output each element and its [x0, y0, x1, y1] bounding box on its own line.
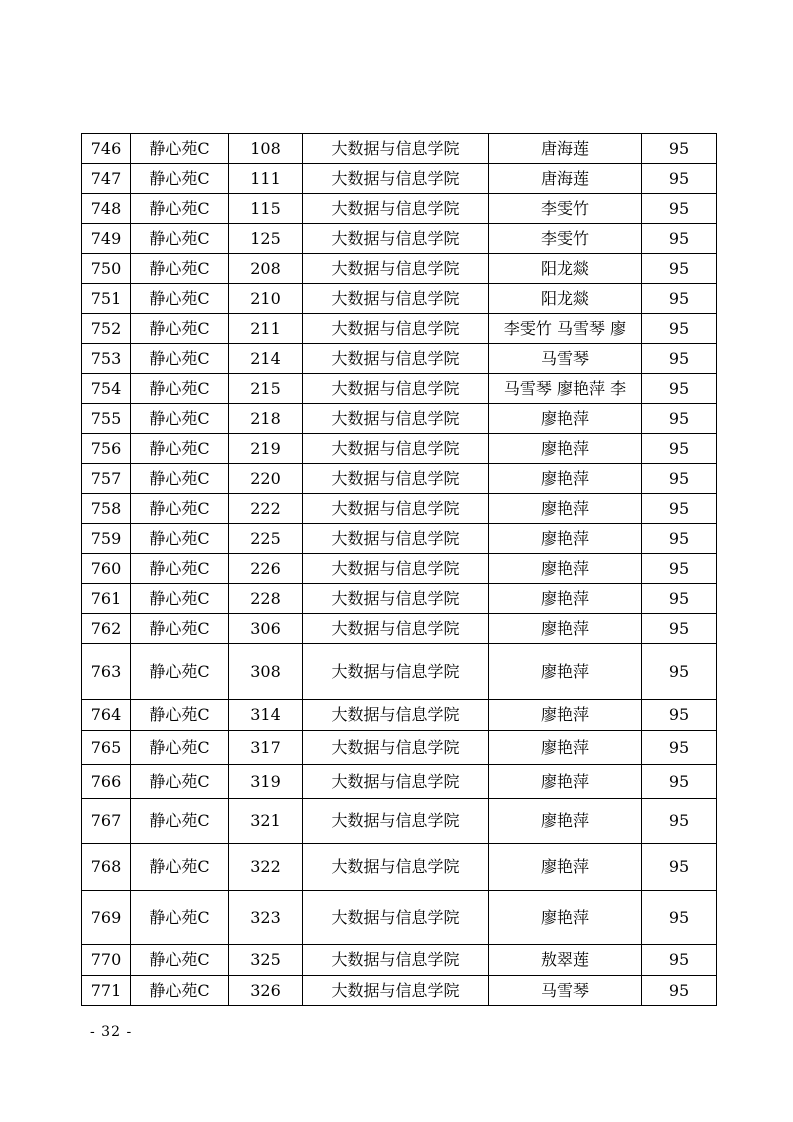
cell-room: 321: [229, 799, 303, 844]
cell-score: 95: [642, 134, 717, 164]
cell-building: 静心苑C: [131, 644, 229, 700]
table-row: [82, 224, 717, 254]
cell-college: 大数据与信息学院: [303, 614, 489, 644]
cell-college: 大数据与信息学院: [303, 524, 489, 554]
cell-room: 125: [229, 224, 303, 254]
cell-building: 静心苑C: [131, 404, 229, 434]
cell-college: 大数据与信息学院: [303, 584, 489, 614]
cell-college: 大数据与信息学院: [303, 554, 489, 584]
cell-college: 大数据与信息学院: [303, 976, 489, 1006]
cell-advisor: 李雯竹: [489, 194, 642, 224]
cell-college: 大数据与信息学院: [303, 644, 489, 700]
cell-advisor: [489, 314, 642, 344]
cell-score: 95: [642, 224, 717, 254]
cell-advisor: 廖艳萍: [489, 584, 642, 614]
cell-score: 95: [642, 464, 717, 494]
cell-advisor: 廖艳萍: [489, 464, 642, 494]
cell-no: 756: [82, 434, 131, 464]
cell-college: 大数据与信息学院: [303, 254, 489, 284]
cell-college: 大数据与信息学院: [303, 945, 489, 976]
cell-advisor: 廖艳萍: [489, 799, 642, 844]
cell-room: 215: [229, 374, 303, 404]
cell-score: 95: [642, 945, 717, 976]
cell-room: 208: [229, 254, 303, 284]
cell-advisor: 廖艳萍: [489, 700, 642, 731]
cell-no: 771: [82, 976, 131, 1006]
cell-no: 764: [82, 700, 131, 731]
cell-room: 325: [229, 945, 303, 976]
cell-college: 大数据与信息学院: [303, 731, 489, 765]
cell-advisor: 廖艳萍: [489, 404, 642, 434]
cell-score: 95: [642, 700, 717, 731]
cell-college: 大数据与信息学院: [303, 494, 489, 524]
cell-advisor: 唐海莲: [489, 164, 642, 194]
cell-building: 静心苑C: [131, 254, 229, 284]
cell-college: 大数据与信息学院: [303, 134, 489, 164]
table-row: [82, 644, 717, 700]
cell-room: 322: [229, 844, 303, 891]
cell-score: 95: [642, 284, 717, 314]
table-row: [82, 284, 717, 314]
cell-advisor: 廖艳萍: [489, 614, 642, 644]
cell-college: 大数据与信息学院: [303, 844, 489, 891]
cell-room: 306: [229, 614, 303, 644]
cell-room: 314: [229, 700, 303, 731]
cell-building: 静心苑C: [131, 891, 229, 945]
cell-building: 静心苑C: [131, 164, 229, 194]
table-row: [82, 434, 717, 464]
cell-room: 228: [229, 584, 303, 614]
cell-college: 大数据与信息学院: [303, 224, 489, 254]
advisor-text: 马雪琴 廖艳萍 李: [503, 379, 627, 398]
table-row: [82, 524, 717, 554]
cell-no: 754: [82, 374, 131, 404]
cell-room: 214: [229, 344, 303, 374]
cell-score: 95: [642, 374, 717, 404]
table-row: [82, 164, 717, 194]
cell-college: 大数据与信息学院: [303, 434, 489, 464]
cell-no: 768: [82, 844, 131, 891]
table-row: [82, 584, 717, 614]
table-row: [82, 134, 717, 164]
cell-room: 218: [229, 404, 303, 434]
cell-building: 静心苑C: [131, 494, 229, 524]
cell-building: 静心苑C: [131, 434, 229, 464]
records-body: [82, 134, 717, 1006]
cell-score: 95: [642, 765, 717, 799]
cell-advisor: 马雪琴: [489, 344, 642, 374]
cell-building: 静心苑C: [131, 614, 229, 644]
cell-building: 静心苑C: [131, 945, 229, 976]
table-row: [82, 494, 717, 524]
cell-college: 大数据与信息学院: [303, 374, 489, 404]
cell-no: 765: [82, 731, 131, 765]
cell-building: 静心苑C: [131, 584, 229, 614]
cell-building: 静心苑C: [131, 731, 229, 765]
cell-college: 大数据与信息学院: [303, 164, 489, 194]
cell-no: 762: [82, 614, 131, 644]
cell-score: 95: [642, 844, 717, 891]
cell-building: 静心苑C: [131, 554, 229, 584]
cell-room: 323: [229, 891, 303, 945]
cell-advisor: 廖艳萍: [489, 524, 642, 554]
table-row: [82, 731, 717, 765]
cell-no: 763: [82, 644, 131, 700]
cell-no: 757: [82, 464, 131, 494]
cell-no: 750: [82, 254, 131, 284]
cell-room: 210: [229, 284, 303, 314]
table-row: [82, 765, 717, 799]
page-number: - 32 -: [90, 1024, 133, 1040]
cell-no: 753: [82, 344, 131, 374]
cell-room: 111: [229, 164, 303, 194]
table-row: [82, 344, 717, 374]
cell-building: 静心苑C: [131, 799, 229, 844]
cell-building: 静心苑C: [131, 374, 229, 404]
cell-room: 308: [229, 644, 303, 700]
cell-advisor: 唐海莲: [489, 134, 642, 164]
cell-college: 大数据与信息学院: [303, 799, 489, 844]
cell-college: 大数据与信息学院: [303, 194, 489, 224]
cell-score: 95: [642, 344, 717, 374]
table-row: [82, 194, 717, 224]
cell-college: 大数据与信息学院: [303, 700, 489, 731]
cell-building: 静心苑C: [131, 284, 229, 314]
cell-building: 静心苑C: [131, 314, 229, 344]
cell-no: 767: [82, 799, 131, 844]
cell-score: 95: [642, 434, 717, 464]
cell-building: 静心苑C: [131, 224, 229, 254]
table-row: [82, 554, 717, 584]
cell-room: 225: [229, 524, 303, 554]
cell-building: 静心苑C: [131, 464, 229, 494]
cell-building: 静心苑C: [131, 344, 229, 374]
cell-no: 766: [82, 765, 131, 799]
cell-college: 大数据与信息学院: [303, 464, 489, 494]
cell-no: 749: [82, 224, 131, 254]
cell-score: 95: [642, 554, 717, 584]
cell-no: 758: [82, 494, 131, 524]
records-table: [81, 133, 717, 1006]
cell-no: 751: [82, 284, 131, 314]
cell-no: 760: [82, 554, 131, 584]
cell-score: 95: [642, 164, 717, 194]
cell-college: 大数据与信息学院: [303, 344, 489, 374]
cell-college: 大数据与信息学院: [303, 765, 489, 799]
cell-room: 219: [229, 434, 303, 464]
cell-room: 115: [229, 194, 303, 224]
cell-room: 222: [229, 494, 303, 524]
cell-room: 326: [229, 976, 303, 1006]
cell-building: 静心苑C: [131, 844, 229, 891]
cell-advisor: 廖艳萍: [489, 891, 642, 945]
cell-score: 95: [642, 524, 717, 554]
cell-score: 95: [642, 731, 717, 765]
cell-building: 静心苑C: [131, 194, 229, 224]
cell-college: 大数据与信息学院: [303, 284, 489, 314]
table-row: [82, 700, 717, 731]
cell-score: 95: [642, 799, 717, 844]
table-row: [82, 614, 717, 644]
cell-room: 211: [229, 314, 303, 344]
cell-advisor: 廖艳萍: [489, 554, 642, 584]
cell-room: 317: [229, 731, 303, 765]
cell-score: 95: [642, 314, 717, 344]
cell-score: 95: [642, 584, 717, 614]
cell-advisor: 马雪琴: [489, 976, 642, 1006]
cell-building: 静心苑C: [131, 524, 229, 554]
cell-advisor: 李雯竹: [489, 224, 642, 254]
cell-advisor: [489, 374, 642, 404]
cell-building: 静心苑C: [131, 976, 229, 1006]
table-row: [82, 945, 717, 976]
cell-advisor: 廖艳萍: [489, 731, 642, 765]
advisor-text: 李雯竹 马雪琴 廖: [503, 319, 627, 338]
table-row: [82, 976, 717, 1006]
cell-room: 108: [229, 134, 303, 164]
cell-advisor: 敖翠莲: [489, 945, 642, 976]
table-row: [82, 844, 717, 891]
cell-room: 226: [229, 554, 303, 584]
cell-score: 95: [642, 194, 717, 224]
cell-advisor: 廖艳萍: [489, 644, 642, 700]
table-row: [82, 464, 717, 494]
cell-no: 770: [82, 945, 131, 976]
cell-no: 759: [82, 524, 131, 554]
cell-no: 747: [82, 164, 131, 194]
table-row: [82, 891, 717, 945]
cell-college: 大数据与信息学院: [303, 404, 489, 434]
cell-score: 95: [642, 404, 717, 434]
cell-college: 大数据与信息学院: [303, 314, 489, 344]
cell-no: 755: [82, 404, 131, 434]
table-row: [82, 799, 717, 844]
cell-no: 769: [82, 891, 131, 945]
cell-score: 95: [642, 254, 717, 284]
cell-college: 大数据与信息学院: [303, 891, 489, 945]
table-row: [82, 404, 717, 434]
cell-advisor: 廖艳萍: [489, 844, 642, 891]
cell-score: 95: [642, 891, 717, 945]
cell-building: 静心苑C: [131, 134, 229, 164]
cell-no: 752: [82, 314, 131, 344]
cell-room: 220: [229, 464, 303, 494]
table-row: [82, 254, 717, 284]
table-row: [82, 374, 717, 404]
cell-score: 95: [642, 976, 717, 1006]
cell-no: 746: [82, 134, 131, 164]
cell-building: 静心苑C: [131, 765, 229, 799]
cell-advisor: 廖艳萍: [489, 434, 642, 464]
cell-score: 95: [642, 494, 717, 524]
table-row: [82, 314, 717, 344]
cell-score: 95: [642, 644, 717, 700]
cell-building: 静心苑C: [131, 700, 229, 731]
cell-no: 748: [82, 194, 131, 224]
cell-advisor: 阳龙燚: [489, 254, 642, 284]
cell-advisor: 廖艳萍: [489, 765, 642, 799]
cell-score: 95: [642, 614, 717, 644]
cell-no: 761: [82, 584, 131, 614]
cell-advisor: 阳龙燚: [489, 284, 642, 314]
cell-advisor: 廖艳萍: [489, 494, 642, 524]
cell-room: 319: [229, 765, 303, 799]
